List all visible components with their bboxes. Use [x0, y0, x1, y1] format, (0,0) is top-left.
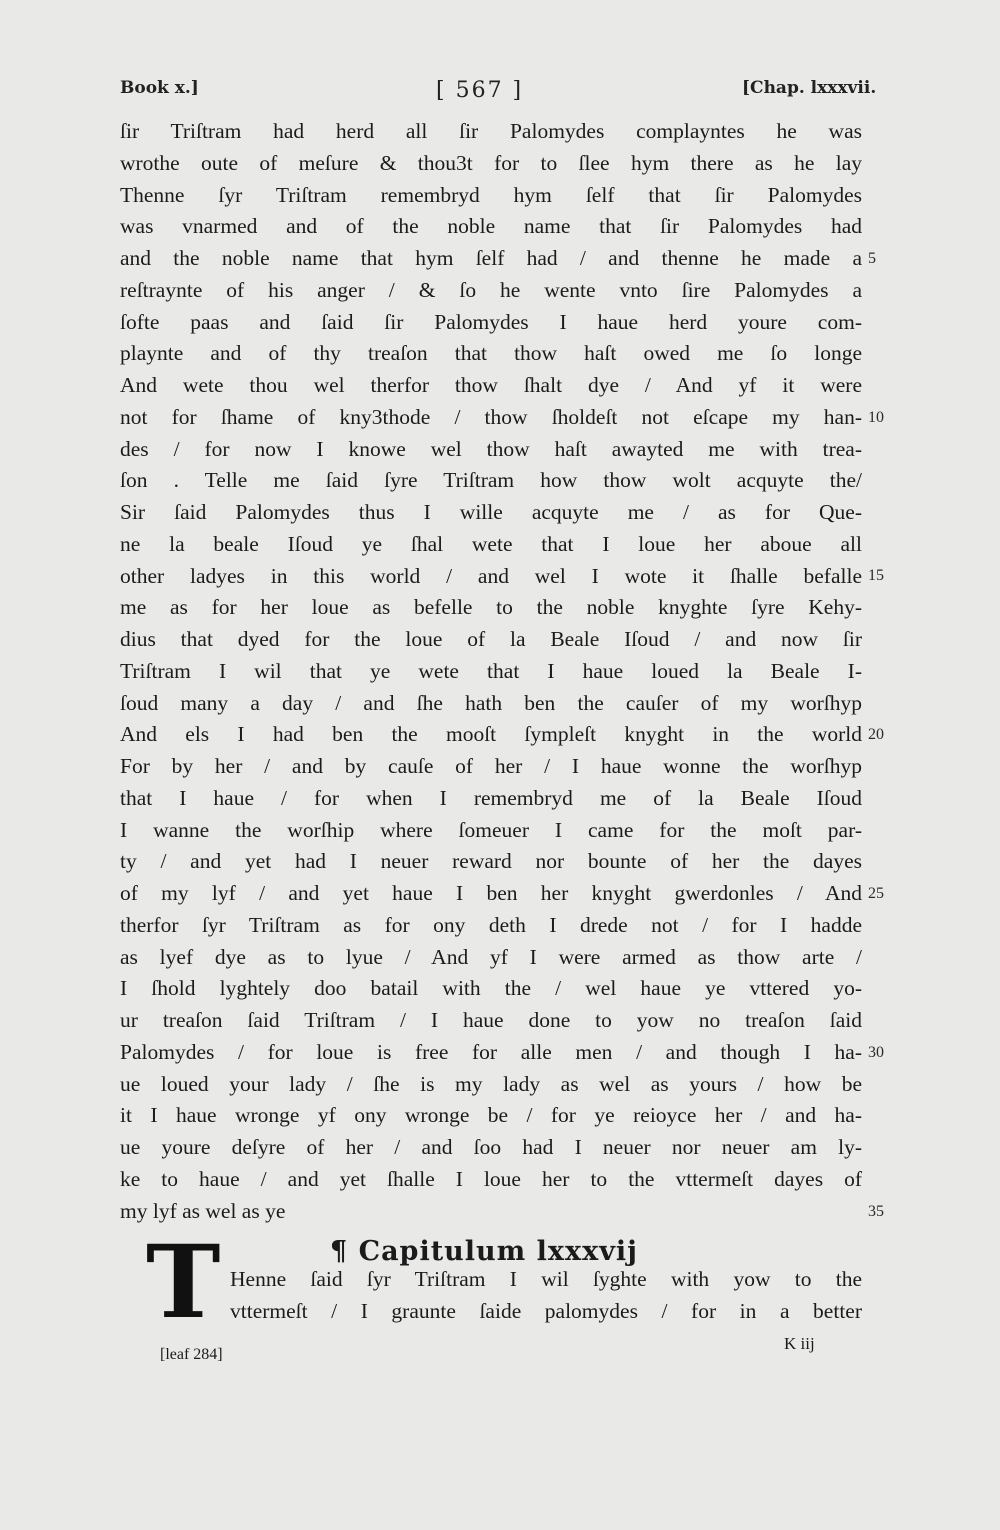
text-line: and the noble name that hym ſelf had / and thenne he made a [120, 246, 862, 270]
text-line: therfor ſyr Triſtram as for ony deth I drede not / for I hadde [120, 912, 862, 937]
text-line: of my lyf / and yet haue I ben her knyght gwerdonles / And [120, 881, 862, 905]
text-line: vttermeſt / I graunte ſaide palomydes / for in a better [230, 1298, 862, 1323]
text-line: And els I had ben the mooſt ſympleſt knyght in the world [120, 722, 862, 747]
text-line: ſofte paas and ſaid ſir Palomydes I haue herd youre com- [120, 309, 862, 334]
leaf-marker: [leaf 284] [160, 1346, 223, 1363]
line-number: 35 [868, 1203, 884, 1220]
text-line: as lyef dye as to lyue / And yf I were armed as thow arte / [120, 944, 862, 969]
body-text [120, 116, 862, 1227]
text-line: And wete thou wel therfor thow ſhalt dye / And yf it were [120, 373, 862, 397]
text-line: my lyf as wel as ye [120, 1198, 286, 1223]
text-line: I ſhold lyghtely doo batail with the / wel haue ye vttered yo- [120, 976, 862, 1001]
text-line: Sir ſaid Palomydes thus I wille acquyte me / as for Que- [120, 500, 862, 524]
text-line: me as for her loue as befelle to the noble knyghte ſyre Kehy- [120, 595, 862, 620]
text-line: playnte and of thy treaſon that thow haſt owed me ſo longe [120, 341, 862, 366]
text-line: ſir Triſtram had herd all ſir Palomydes complayntes he was [120, 119, 862, 143]
text-line: Palomydes / for loue is free for alle men / and though I ha- [120, 1039, 862, 1064]
page-number: [ 567 ] [436, 78, 524, 103]
line-number: 10 [868, 409, 884, 426]
running-head-book: Book x.] [120, 78, 199, 98]
text-line: reſtraynte of his anger / & ſo he wente vnto ſire Palomydes a [120, 277, 862, 302]
text-line: that I haue / for when I remembryd me of la Beale Iſoud [120, 785, 862, 810]
text-line: Triſtram I wil that ye wete that I haue loued la Beale I- [120, 658, 862, 683]
text-line: wrothe oute of meſure & thou3t for to ſlee hym there as he lay [120, 150, 862, 175]
text-line: not for ſhame of kny3thode / thow ſholdeſt not eſcape my han- [120, 404, 862, 429]
signature-mark: K iij [784, 1334, 815, 1353]
line-number: 25 [868, 885, 884, 902]
text-line: I wanne the worſhip where ſomeuer I came for the moſt par- [120, 817, 862, 842]
text-line: Thenne ſyr Triſtram remembryd hym ſelf that ſir Palomydes [120, 182, 862, 207]
text-line: ur treaſon ſaid Triſtram / I haue done to yow no treaſon ſaid [120, 1008, 862, 1032]
drop-cap: T [146, 1223, 221, 1341]
line-number: 20 [868, 726, 884, 743]
line-number: 30 [868, 1044, 884, 1061]
text-line: ue loued your lady / ſhe is my lady as wel as yours / how be [120, 1071, 862, 1096]
text-line: ty / and yet had I neuer reward nor bounte of her the dayes [120, 849, 862, 874]
text-line: was vnarmed and of the noble name that ſir Palomydes had [120, 214, 862, 239]
text-line: For by her / and by cauſe of her / I haue wonne the worſhyp [120, 754, 862, 778]
text-line: ke to haue / and yet ſhalle I loue her to the vttermeſt dayes of [120, 1166, 862, 1191]
running-head-chapter: [Chap. lxxxvii. [742, 78, 877, 98]
line-number: 5 [868, 250, 876, 267]
text-line: ue youre deſyre of her / and ſoo had I neuer nor neuer am ly- [120, 1135, 862, 1159]
text-line: Henne ſaid ſyr Triſtram I wil ſyghte with yow to the [230, 1267, 862, 1291]
text-line: dius that dyed for the loue of la Beale Iſoud / and now ſir [120, 627, 862, 651]
line-number: 15 [868, 567, 884, 584]
text-line: ne la beale Iſoud ye ſhal wete that I loue her aboue all [120, 531, 862, 556]
text-line: ſon . Telle me ſaid ſyre Triſtram how thow wolt acquyte the/ [120, 468, 862, 493]
text-line: it I haue wronge yf ony wronge be / for ye reioyce her / and ha- [120, 1103, 862, 1128]
chapter-text [230, 1264, 862, 1328]
text-line: ſoud many a day / and ſhe hath ben the cauſer of my worſhyp [120, 690, 862, 715]
text-line: des / for now I knowe wel thow haſt awayted me with trea- [120, 436, 862, 461]
chapter-heading: ¶ Capitulum lxxxvij [330, 1236, 638, 1267]
text-line: other ladyes in this world / and wel I wote it ſhalle befalle [120, 563, 862, 588]
